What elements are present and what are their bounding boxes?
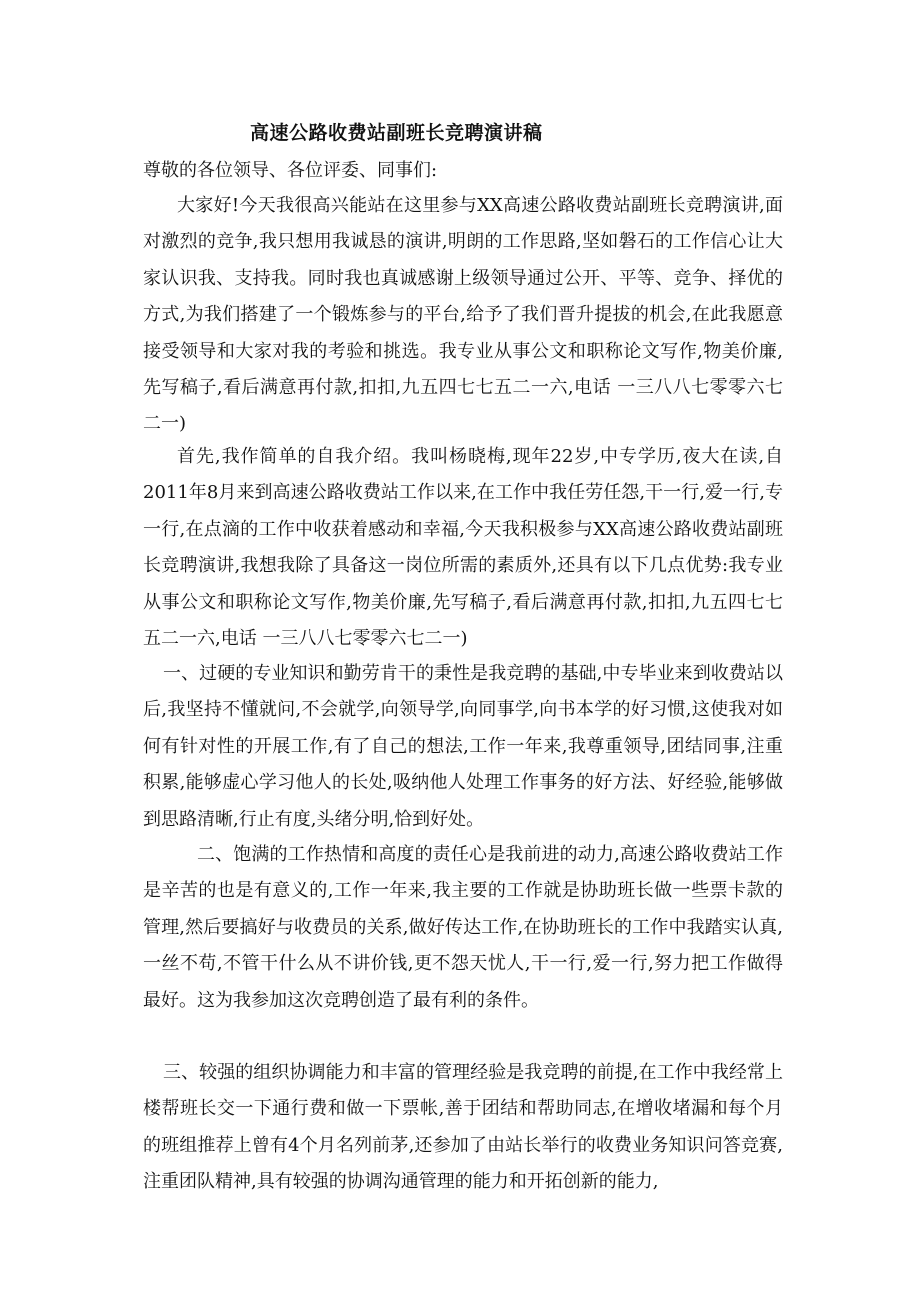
- paragraph-greeting: 大家好!今天我很高兴能站在这里参与XX高速公路收费站副班长竞聘演讲,面对激烈的竞争,我只想用我诚恳的演讲,明朗的工作思路,坚如磐石的工作信心让大家认识我、支持我。同时我也真诚感谢上级领导通过公开、平等、竞争、择优的方式,为我们搭建了一个锻炼参与的平台,给予了我们晋升提拔的机会,在此我愿意接受领导和大家对我的考验和挑选。我专业从事公文和职称论文写作,物美价廉,先写稿子,看后满意再付款,扣扣,九五四七七五二一六,电话 一三八八七零零六七二一): [143, 195, 783, 435]
- document-title: 高速公路收费站副班长竞聘演讲稿: [250, 122, 543, 144]
- paragraph-point-three: 三、较强的组织协调能力和丰富的管理经验是我竞聘的前提,在工作中我经常上楼帮班长交一下通行费和做一下票帐,善于团结和帮助同志,在增收堵漏和每个月的班组推荐上曾有4个月名列前茅,还参加了由站长举行的收费业务知识问答竞赛,注重团队精神,具有较强的协调沟通管理的能力和开拓创新的能力,: [143, 1062, 783, 1193]
- salutation: 尊敬的各位领导、各位评委、同事们:: [143, 160, 438, 181]
- paragraph-point-two: 二、饱满的工作热情和高度的责任心是我前进的动力,高速公路收费站工作是辛苦的也是有意义的,工作一年来,我主要的工作就是协助班长做一些票卡款的管理,然后要搞好与收费员的关系,做好传达工作,在协助班长的工作中我踏实认真,一丝不苟,不管干什么从不讲价钱,更不怨天忧人,干一行,爱一行,努力把工作做得最好。这为我参加这次竞聘创造了最有利的条件。: [143, 844, 783, 1011]
- paragraph-point-one: 一、过硬的专业知识和勤劳肯干的秉性是我竞聘的基础,中专毕业来到收费站以后,我坚持不懂就问,不会就学,向领导学,向同事学,向书本学的好习惯,这使我对如何有针对性的开展工作,有了自己的想法,工作一年来,我尊重领导,团结同事,注重积累,能够虚心学习他人的长处,吸纳他人处理工作事务的好方法、好经验,能够做到思路清晰,行止有度,头绪分明,恰到好处。: [143, 663, 783, 830]
- paragraph-self-introduction: 首先,我作简单的自我介绍。我叫杨晓梅,现年22岁,中专学历,夜大在读,自2011年8月来到高速公路收费站工作以来,在工作中我任劳任怨,干一行,爱一行,专一行,在点滴的工作中收获着感动和幸福,今天我积极参与XX高速公路收费站副班长竞聘演讲,我想我除了具备这一岗位所需的素质外,还具有以下几点优势:我专业从事公文和职称论文写作,物美价廉,先写稿子,看后满意再付款,扣扣,九五四七七五二一六,电话 一三八八七零零六七二一): [143, 446, 783, 650]
